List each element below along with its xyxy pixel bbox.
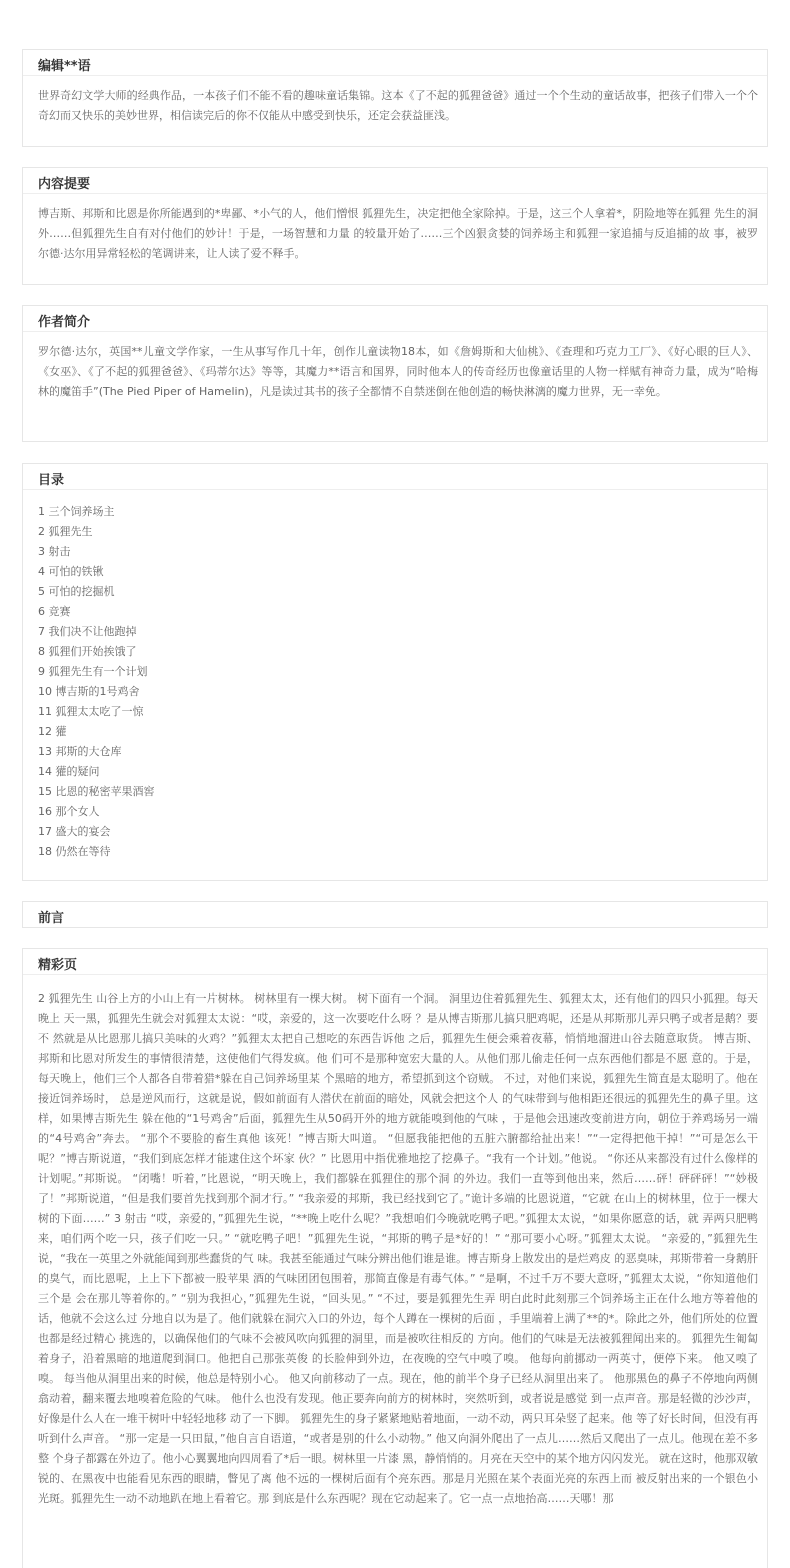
section-title-excerpt: 精彩页 [38,958,78,973]
toc-item: 7 我们决不让他跑掉 [38,625,137,638]
toc-item: 3 射击 [38,545,71,558]
section-header [23,50,767,76]
section-header [23,306,767,332]
section-title-editor: 编辑**语 [38,59,91,74]
toc-item: 9 狐狸先生有一个计划 [38,665,148,678]
section-header [23,902,767,928]
table-of-contents-section [22,463,768,881]
section-title-toc: 目录 [38,473,65,488]
section-header [23,464,767,490]
section-title-preface: 前言 [38,911,65,926]
toc-item: 12 獾 [38,725,67,738]
author-intro-section [22,305,768,442]
author-text: 罗尔德·达尔，英国**儿童文学作家，一生从事写作几十年，创作儿童读物18本，如《詹姆斯和大仙桃》、《查理和巧克力工厂》、《好心眼的巨人》、《女巫》、《了不起的狐狸爸爸》、《玛蒂尔达》等等，其魔力**语言和国界，同时他本人的传奇经历也像童话里的人物一样赋有神奇力量，成为“哈梅林的魔笛手”(The Pied Piper of Hamelin)，凡是读过其书的孩子全都情不自禁迷倒在他创造的畅快淋漓的魔力世界，无一幸免。 [38,345,758,398]
toc-item: 15 比恩的秘密苹果酒窖 [38,785,155,798]
toc-item: 5 可怕的挖掘机 [38,585,115,598]
toc-item: 16 那个女人 [38,805,100,818]
toc-item: 8 狐狸们开始挨饿了 [38,645,137,658]
excerpt-text: 2 狐狸先生 山谷上方的小山上有一片树林。 树林里有一棵大树。 树下面有一个洞。 洞里边住着狐狸先生、狐狸太太，还有他们的四只小狐狸。每天晚上 天一黑，狐狸先生就会对狐狸太太说：“哎，亲爱的，这一次要吃什么呀 ？是从博吉斯那儿搞只肥鸡呢，还是从邦斯那儿弄只鸭子或者是鹅？要不 然就是从比恩那儿搞只美味的火鸡？”狐狸太太把自己想吃的东西告诉他 之后，狐狸先生便会乘着夜幕，悄悄地溜进山谷去随意取货。 博吉斯、邦斯和比恩对所发生的事情很清楚，这使他们气得发疯。他 们可不是那种宽宏大量的人。从他们那儿偷走任何一点东西他们都是不愿 意的。于是，每天晚上，他们三个人都各自带着猎*躲在自己饲养场里某 个黑暗的地方，希望抓到这个窃贼。 不过，对他们来说，狐狸先生简直是太聪明了。他在接近饲养场时， 总是逆风而行，这就是说，假如前面有人潜伏在前面的暗处，风就会把这个人 的气味带到与他相距还很远的狐狸先生的鼻子里。这样，如果博吉斯先生 躲在他的“1号鸡舍”后面，狐狸先生从50码开外的地方就能嗅到他的气味 ，于是他会迅速改变前进方向，朝位于养鸡场另一端的“4号鸡舍”奔去。 “那个不要脸的畜生真他 该死！”博吉斯大叫道。 “但愿我能把他的五脏六腑都给扯出来！”“一定得把他干掉！”“可是怎么干呢？”博吉斯说道，“我们到底怎样才能逮住这个坏家 伙？” 比恩用中指优雅地挖了挖鼻子。“我有一个计划。”他说。 “你还从来都没有过什么像样的计划呢。”邦斯说。 “闭嘴！听着，”比恩说，“明天晚上，我们都躲在狐狸住的那个洞 的外边。我们一直等到他出来，然后……砰！砰砰砰！”“妙极了！”邦斯说道，“但是我们要首先找到那个洞才行。” “我亲爱的邦斯，我已经找到它了。”诡计多端的比恩说道，“它就 在山上的树林里，位于一棵大树的下面……” 3 射击 “哎，亲爱的，”狐狸先生说，“**晚上吃什么呢？”我想咱们今晚就吃鸭子吧。”狐狸太太说，“如果你愿意的话，就 弄两只肥鸭来，咱们两个吃一只，孩子们吃一只。” “就吃鸭子吧！”狐狸先生说，“邦斯的鸭子是*好的！” “那可要小心呀。”狐狸太太说。 “亲爱的，”狐狸先生说，“我在一英里之外就能闻到那些蠢货的气 味。我甚至能通过气味分辨出他们谁是谁。博吉斯身上散发出的是烂鸡皮 的恶臭味，邦斯带着一身鹅肝的臭气，而比恩呢，上上下下都被一股苹果 酒的气味团团包围着，那简直像是有毒气体。” “是啊，不过千万不要大意呀，”狐狸太太说，“你知道他们三个是 会在那儿等着你的。” “别为我担心，”狐狸先生说，“回头见。” “不过，要是狐狸先生弄 明白此时此刻那三个饲养场主正在什么地方等着他的话，他就不会这么过 分地自以为是了。他们就躲在洞穴入口的外边，每个人蹲在一棵树的后面 ，手里端着上满了**的*。除此之外，他们所处的位置也都是经过精心 挑选的，以确保他们的气味不会被风吹向狐狸的洞里，而是被吹往相反的 方向。他们的气味是无法被狐狸闻出来的。 狐狸先生匍匐着身子，沿着黑暗的地道爬到洞口。他把自己那张英俊 的长脸伸到外边，在夜晚的空气中嗅了嗅。 他每向前挪动一两英寸，便停下来。 他又嗅了嗅。 每当他从洞里出来的时候，他总是特别小心。 他又向前移动了一点。现在，他的前半个身子已经从洞里出来了。 他那黑色的鼻子不停地向两侧翕动着，翻来覆去地嗅着危险的气味。 他什么也没有发现。他正要奔向前方的树林时，突然听到，或者说是感觉 到一点声音。那是轻微的沙沙声，好像是什么人在一堆干树叶中轻轻地移 动了一下脚。 狐狸先生的身子紧紧地贴着地面，一动不动，两只耳朵竖了起来。他 等了好长时间，但没有再听到什么声音。 “那一定是一只田鼠，”他自言自语道，“或者是别的什么小动物。” 他又向洞外爬出了一点儿……然后又爬出了一点儿。他现在差不多整 个身子都露在外边了。他小心翼翼地向四周看了*后一眼。树林里一片漆 黑，静悄悄的。月亮在天空中的某个地方闪闪发光。 就在这时，他那双敏锐的、在黑夜中也能看见东西的眼睛，瞥见了离 他不远的一棵树后面有个亮东西。那是月光照在某个表面光亮的东西上而 被反射出来的一个银色小光斑。狐狸先生一动不动地趴在地上看着它。那 到底是什么东西呢？现在它动起来了。它一点一点地抬高……天哪！那 [38,992,758,1505]
preface-section [22,901,768,928]
editor-text: 世界奇幻文学大师的经典作品，一本孩子们不能不看的趣味童话集锦。这本《了不起的狐狸爸爸》通过一个个生动的童话故事，把孩子们带入一个个奇幻而又快乐的美妙世界，相信读完后的你不仅能从中感受到快乐，还定会获益匪浅。 [38,89,758,122]
toc-item: 1 三个饲养场主 [38,505,115,518]
toc-item: 2 狐狸先生 [38,525,93,538]
toc-item: 14 獾的疑问 [38,765,100,778]
excerpt-section [22,948,768,1568]
section-header [23,949,767,975]
section-header [23,168,767,194]
toc-item: 11 狐狸太太吃了一惊 [38,705,144,718]
summary-text: 博吉斯、邦斯和比恩是你所能遇到的*卑鄙、*小气的人，他们憎恨 狐狸先生，决定把他全家除掉。于是，这三个人拿着*，阴险地等在狐狸 先生的洞外……但狐狸先生自有对付他们的妙计！于是，一场智慧和力量 的较量开始了……三个凶狠贪婪的饲养场主和狐狸一家追捕与反追捕的故 事，被罗尔德·达尔用异常轻松的笔调讲来，让人读了爱不释手。 [38,207,758,260]
content-summary-section [22,167,768,285]
toc-list [38,502,758,862]
toc-item: 18 仍然在等待 [38,845,111,858]
toc-item: 17 盛大的宴会 [38,825,111,838]
section-title-author: 作者简介 [38,315,91,330]
toc-item: 4 可怕的铁锹 [38,565,104,578]
toc-item: 13 邦斯的大仓库 [38,745,122,758]
toc-item: 6 竞赛 [38,605,71,618]
toc-item: 10 博吉斯的1号鸡舍 [38,685,140,698]
section-title-summary: 内容提要 [38,177,91,192]
editor-recommendation-section [22,49,768,147]
toc-body [23,490,767,862]
